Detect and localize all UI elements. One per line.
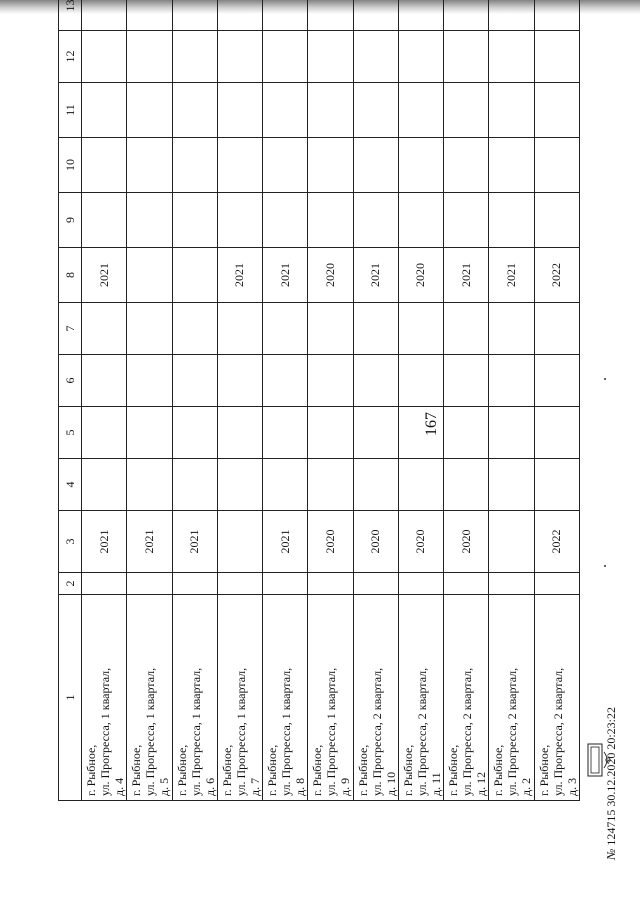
year-cell: 2021 bbox=[489, 248, 534, 303]
address-cell bbox=[398, 595, 443, 801]
address-line: ул. Прогресса, 1 квартал, bbox=[143, 667, 158, 796]
year-cell bbox=[172, 248, 217, 303]
empty-cell bbox=[489, 31, 534, 83]
address-line: ул. Прогресса, 1 квартал, bbox=[98, 667, 112, 796]
empty-cell bbox=[444, 31, 489, 83]
scan-speck bbox=[604, 378, 606, 380]
empty-cell bbox=[534, 83, 579, 138]
empty-cell bbox=[353, 573, 398, 595]
address-line: д. 2 bbox=[519, 777, 534, 796]
empty-cell bbox=[127, 573, 172, 595]
column-header: 5 bbox=[59, 407, 82, 459]
empty-cell bbox=[489, 407, 534, 459]
address-line: ул. Прогресса, 2 квартал, bbox=[369, 667, 384, 796]
empty-cell bbox=[308, 138, 353, 193]
empty-cell bbox=[534, 0, 579, 31]
empty-cell bbox=[308, 31, 353, 83]
scan-speck bbox=[604, 565, 606, 567]
empty-cell bbox=[217, 83, 262, 138]
address-line: ул. Прогресса, 2 квартал, bbox=[460, 667, 475, 796]
empty-cell bbox=[489, 0, 534, 31]
address-cell bbox=[217, 595, 262, 801]
empty-cell bbox=[217, 303, 262, 355]
empty-cell bbox=[444, 407, 489, 459]
address-line: г. Рыбное, bbox=[536, 744, 551, 796]
empty-cell bbox=[263, 83, 308, 138]
empty-cell bbox=[172, 31, 217, 83]
address-line: ул. Прогресса, 1 квартал, bbox=[188, 667, 203, 796]
empty-cell bbox=[263, 31, 308, 83]
empty-cell bbox=[217, 459, 262, 511]
column-header: 1 bbox=[59, 595, 82, 801]
empty-cell bbox=[534, 303, 579, 355]
year-cell: 2020 bbox=[308, 511, 353, 573]
column-header: 4 bbox=[59, 459, 82, 511]
empty-cell bbox=[534, 355, 579, 407]
empty-cell bbox=[398, 83, 443, 138]
table-row bbox=[353, 0, 398, 801]
empty-cell bbox=[398, 193, 443, 248]
address-cell bbox=[127, 595, 172, 801]
address-line: д. 4 bbox=[112, 777, 126, 796]
year-cell: 2020 bbox=[308, 248, 353, 303]
year-cell: 2020 bbox=[353, 511, 398, 573]
empty-cell bbox=[534, 138, 579, 193]
column-header: 10 bbox=[59, 138, 82, 193]
empty-cell bbox=[308, 193, 353, 248]
empty-cell bbox=[353, 303, 398, 355]
empty-cell bbox=[217, 193, 262, 248]
address-line: д. 6 bbox=[202, 777, 217, 796]
year-cell bbox=[217, 511, 262, 573]
empty-cell bbox=[172, 0, 217, 31]
column-header: 2 bbox=[59, 573, 82, 595]
year-cell: 2021 bbox=[82, 248, 127, 303]
empty-cell bbox=[444, 0, 489, 31]
empty-cell bbox=[489, 193, 534, 248]
table-row bbox=[489, 0, 534, 801]
year-cell: 2021 bbox=[127, 511, 172, 573]
empty-cell bbox=[398, 31, 443, 83]
rotated-table-wrapper bbox=[58, 0, 580, 801]
address-line: ул. Прогресса, 2 квартал, bbox=[505, 667, 520, 796]
empty-cell bbox=[534, 193, 579, 248]
empty-cell bbox=[172, 573, 217, 595]
empty-cell bbox=[353, 31, 398, 83]
empty-cell bbox=[398, 303, 443, 355]
empty-cell bbox=[217, 407, 262, 459]
address-line: д. 12 bbox=[474, 771, 489, 796]
year-cell bbox=[127, 248, 172, 303]
empty-cell bbox=[398, 355, 443, 407]
empty-cell bbox=[444, 193, 489, 248]
address-line: д. 7 bbox=[247, 777, 262, 796]
empty-cell bbox=[489, 355, 534, 407]
address-line: г. Рыбное, bbox=[446, 744, 461, 796]
address-line: г. Рыбное, bbox=[491, 744, 506, 796]
empty-cell bbox=[172, 303, 217, 355]
empty-cell bbox=[127, 303, 172, 355]
empty-cell bbox=[82, 138, 127, 193]
address-line: ул. Прогресса, 1 квартал, bbox=[233, 667, 248, 796]
address-line: г. Рыбное, bbox=[219, 744, 234, 796]
year-cell: 2020 bbox=[398, 511, 443, 573]
address-line: д. 9 bbox=[338, 777, 353, 796]
year-cell: 2021 bbox=[82, 511, 127, 573]
empty-cell bbox=[217, 138, 262, 193]
empty-cell bbox=[398, 407, 443, 459]
address-line: ул. Прогресса, 2 квартал, bbox=[414, 667, 429, 796]
table-row bbox=[263, 0, 308, 801]
table-body bbox=[82, 0, 580, 801]
document-id bbox=[604, 707, 619, 860]
column-header: 3 bbox=[59, 511, 82, 573]
housing-table bbox=[58, 0, 580, 801]
empty-cell bbox=[308, 573, 353, 595]
address-cell bbox=[172, 595, 217, 801]
table-row bbox=[217, 0, 262, 801]
column-header: 6 bbox=[59, 355, 82, 407]
empty-cell bbox=[82, 407, 127, 459]
empty-cell bbox=[82, 83, 127, 138]
empty-cell bbox=[353, 193, 398, 248]
table-header bbox=[59, 0, 82, 801]
table-row bbox=[172, 0, 217, 801]
address-line: ул. Прогресса, 1 квартал, bbox=[324, 667, 339, 796]
empty-cell bbox=[172, 138, 217, 193]
address-line: д. 8 bbox=[293, 777, 308, 796]
address-line: д. 11 bbox=[428, 772, 443, 796]
empty-cell bbox=[534, 31, 579, 83]
address-line: г. Рыбное, bbox=[129, 744, 144, 796]
year-cell: 2021 bbox=[263, 248, 308, 303]
year-cell: 2021 bbox=[263, 511, 308, 573]
empty-cell bbox=[82, 31, 127, 83]
year-cell: 2022 bbox=[534, 511, 579, 573]
empty-cell bbox=[489, 138, 534, 193]
empty-cell bbox=[172, 355, 217, 407]
column-header: 7 bbox=[59, 303, 82, 355]
empty-cell bbox=[353, 355, 398, 407]
table-row bbox=[82, 0, 127, 801]
empty-cell bbox=[127, 355, 172, 407]
year-cell: 2021 bbox=[172, 511, 217, 573]
empty-cell bbox=[308, 0, 353, 31]
address-cell bbox=[534, 595, 579, 801]
empty-cell bbox=[82, 193, 127, 248]
year-cell bbox=[489, 511, 534, 573]
empty-cell bbox=[398, 0, 443, 31]
address-line: г. Рыбное, bbox=[84, 744, 98, 796]
empty-cell bbox=[263, 303, 308, 355]
empty-cell bbox=[172, 193, 217, 248]
empty-cell bbox=[263, 459, 308, 511]
year-cell: 2021 bbox=[444, 248, 489, 303]
year-cell: 2022 bbox=[534, 248, 579, 303]
empty-cell bbox=[444, 138, 489, 193]
empty-cell bbox=[398, 459, 443, 511]
empty-cell bbox=[489, 573, 534, 595]
empty-cell bbox=[172, 83, 217, 138]
column-header: 9 bbox=[59, 193, 82, 248]
address-line: ул. Прогресса, 2 квартал, bbox=[550, 667, 565, 796]
empty-cell bbox=[444, 355, 489, 407]
year-cell: 2021 bbox=[217, 248, 262, 303]
doc-number: 124715 bbox=[604, 809, 618, 846]
empty-cell bbox=[263, 138, 308, 193]
address-line: д. 10 bbox=[383, 771, 398, 796]
year-cell: 2021 bbox=[353, 248, 398, 303]
table-row bbox=[444, 0, 489, 801]
address-cell bbox=[263, 595, 308, 801]
empty-cell bbox=[263, 355, 308, 407]
column-header: 11 bbox=[59, 83, 82, 138]
empty-cell bbox=[398, 573, 443, 595]
empty-cell bbox=[217, 573, 262, 595]
empty-cell bbox=[308, 355, 353, 407]
address-line: г. Рыбное, bbox=[265, 744, 280, 796]
address-cell bbox=[308, 595, 353, 801]
empty-cell bbox=[263, 407, 308, 459]
empty-cell bbox=[353, 407, 398, 459]
column-header: 8 bbox=[59, 248, 82, 303]
empty-cell bbox=[308, 303, 353, 355]
year-cell: 2020 bbox=[398, 248, 443, 303]
table-row bbox=[534, 0, 579, 801]
address-line: ул. Прогресса, 1 квартал, bbox=[279, 667, 294, 796]
empty-cell bbox=[127, 138, 172, 193]
address-line: г. Рыбное, bbox=[400, 744, 415, 796]
table-row bbox=[127, 0, 172, 801]
empty-cell bbox=[444, 303, 489, 355]
empty-cell bbox=[489, 83, 534, 138]
empty-cell bbox=[127, 31, 172, 83]
address-cell bbox=[353, 595, 398, 801]
page-number: 167 bbox=[423, 412, 440, 436]
empty-cell bbox=[217, 31, 262, 83]
empty-cell bbox=[127, 0, 172, 31]
doc-timestamp: 30.12.2020 20:23:22 bbox=[604, 707, 618, 807]
empty-cell bbox=[127, 407, 172, 459]
empty-cell bbox=[353, 459, 398, 511]
empty-cell bbox=[308, 459, 353, 511]
empty-cell bbox=[534, 459, 579, 511]
empty-cell bbox=[308, 407, 353, 459]
empty-cell bbox=[534, 407, 579, 459]
empty-cell bbox=[353, 138, 398, 193]
empty-cell bbox=[217, 0, 262, 31]
empty-cell bbox=[444, 83, 489, 138]
empty-cell bbox=[82, 303, 127, 355]
address-line: г. Рыбное, bbox=[310, 744, 325, 796]
empty-cell bbox=[489, 459, 534, 511]
address-cell bbox=[444, 595, 489, 801]
empty-cell bbox=[172, 407, 217, 459]
empty-cell bbox=[127, 193, 172, 248]
empty-cell bbox=[398, 138, 443, 193]
year-cell: 2020 bbox=[444, 511, 489, 573]
empty-cell bbox=[127, 83, 172, 138]
column-header: 12 bbox=[59, 31, 82, 83]
column-header: 13 bbox=[59, 0, 82, 31]
empty-cell bbox=[534, 573, 579, 595]
address-line: г. Рыбное, bbox=[174, 744, 189, 796]
empty-cell bbox=[82, 0, 127, 31]
empty-cell bbox=[353, 83, 398, 138]
address-cell bbox=[489, 595, 534, 801]
empty-cell bbox=[353, 0, 398, 31]
address-line: д. 3 bbox=[564, 777, 579, 796]
empty-cell bbox=[127, 459, 172, 511]
empty-cell bbox=[217, 355, 262, 407]
empty-cell bbox=[263, 573, 308, 595]
number-sign: № bbox=[604, 848, 618, 860]
empty-cell bbox=[263, 193, 308, 248]
table-row bbox=[398, 0, 443, 801]
empty-cell bbox=[82, 459, 127, 511]
empty-cell bbox=[444, 573, 489, 595]
empty-cell bbox=[444, 459, 489, 511]
table-row bbox=[308, 0, 353, 801]
empty-cell bbox=[82, 355, 127, 407]
empty-cell bbox=[308, 83, 353, 138]
empty-cell bbox=[82, 573, 127, 595]
empty-cell bbox=[263, 0, 308, 31]
address-cell bbox=[82, 595, 127, 801]
address-line: д. 5 bbox=[157, 777, 172, 796]
empty-cell bbox=[489, 303, 534, 355]
empty-cell bbox=[172, 459, 217, 511]
address-line: г. Рыбное, bbox=[355, 744, 370, 796]
